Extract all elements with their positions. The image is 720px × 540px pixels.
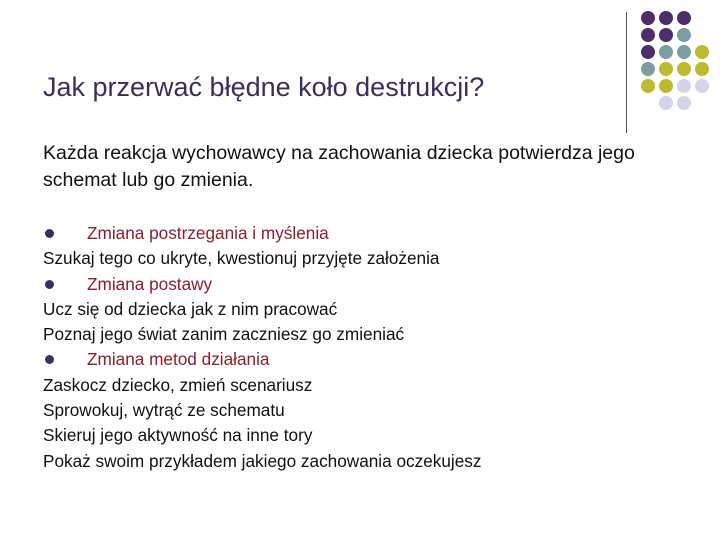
decorative-dot	[677, 45, 691, 59]
decorative-dot	[677, 96, 691, 110]
bullet-item	[43, 347, 683, 372]
bullet-dot-icon	[45, 229, 54, 238]
intro-text: Każda reakcja wychowawcy na zachowania dziecka potwierdza jego schemat lub go zmienia.	[43, 142, 635, 191]
body-line: Sprowokuj, wytrąć ze schematu	[43, 400, 285, 421]
decorative-dot	[695, 62, 709, 76]
decorative-dot	[677, 11, 691, 25]
bullet-dot-icon	[45, 280, 54, 289]
decorative-dot	[695, 79, 709, 93]
decorative-dot	[659, 62, 673, 76]
bullet-text: Zmiana postawy	[87, 273, 213, 294]
bullet-item	[43, 221, 683, 246]
bullet-dot-icon	[45, 355, 54, 364]
decorative-dot	[641, 11, 655, 25]
bullet-text: Zmiana postrzegania i myślenia	[87, 223, 329, 243]
decorative-dot	[641, 28, 655, 42]
decorative-dot	[659, 11, 673, 25]
slide-title: Jak przerwać błędne koło destrukcji?	[43, 72, 485, 102]
bullet-item	[43, 272, 683, 297]
decorative-dot	[641, 62, 655, 76]
decorative-dot	[641, 79, 655, 93]
content-list	[43, 221, 683, 474]
bullet-text: Zmiana metod działania	[87, 349, 270, 370]
body-line: Szukaj tego co ukryte, kwestionuj przyjęte założenia	[43, 248, 440, 269]
body-line: Poznaj jego świat zanim zaczniesz go zmieniać	[43, 324, 405, 345]
decorative-dot	[677, 28, 691, 42]
body-line: Skieruj jego aktywność na inne tory	[43, 425, 313, 446]
body-line: Pokaż swoim przykładem jakiego zachowania oczekujesz	[43, 450, 482, 471]
decorative-dot	[677, 62, 691, 76]
decorative-dot	[659, 79, 673, 93]
title-divider-line	[626, 12, 627, 133]
body-line: Ucz się od dziecka jak z nim pracować	[43, 298, 338, 319]
body-line: Zaskocz dziecko, zmień scenariusz	[43, 374, 313, 395]
decorative-dot	[641, 45, 655, 59]
decorative-dot	[659, 96, 673, 110]
decorative-dot	[677, 79, 691, 93]
decorative-dot	[659, 45, 673, 59]
decorative-dot	[659, 28, 673, 42]
decorative-dot	[695, 45, 709, 59]
